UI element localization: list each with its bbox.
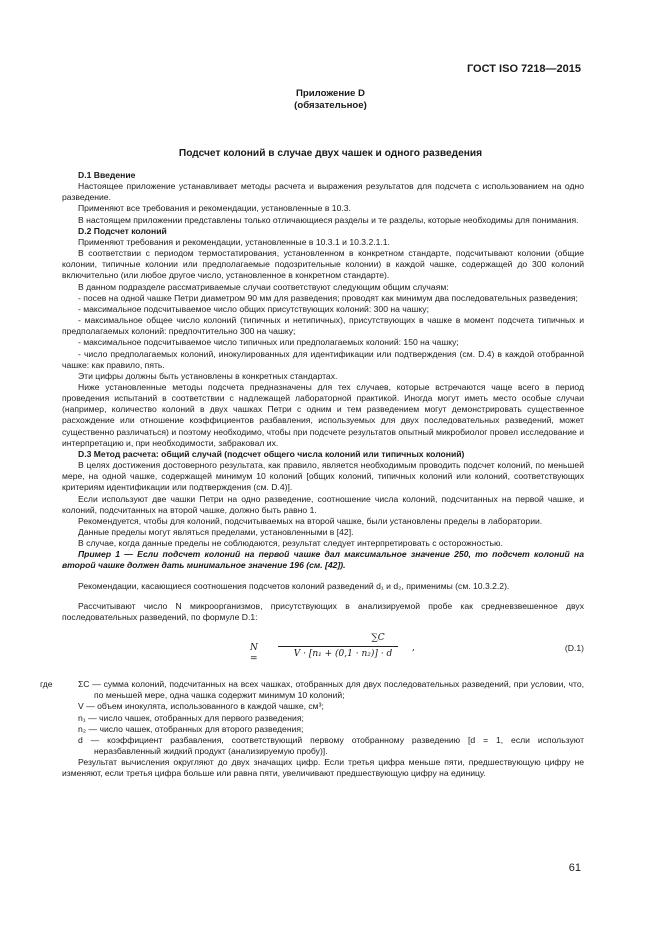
list-item: - число предполагаемых колоний, инокулированных для идентификации или подтверждения (см. D.4) в каждой отобранной чашке: как правило, пять.: [62, 348, 584, 370]
document-body: [40, 170, 584, 780]
where-item: d — коэффициент разбавления, соответствующий первому отобранному разведению [d = 1, если используют неразбавленный жидкий продукт (анализируемую пробу)].: [78, 734, 584, 757]
where-list: [40, 679, 584, 757]
paragraph: В настоящем приложении представлены только отличающиеся разделы и те разделы, которые необходимы для понимания.: [78, 214, 579, 225]
section-heading: D.3 Метод расчета: общий случай (подсчет общего числа колоний или типичных колоний): [78, 448, 465, 459]
where-item: n₂ — число чашек, отобранных для второго разведения;: [78, 723, 304, 734]
formula-numerator: ∑C: [371, 633, 385, 644]
formula-trailing: ,: [412, 643, 415, 654]
formula-denominator: V · [n₁ + (0,1 · n₂)] · d: [293, 649, 393, 660]
paragraph: Рекомендуется, чтобы для колоний, подсчитываемых на второй чашке, были установлены пределы в лаборатории.: [78, 515, 543, 526]
fraction-bar: [278, 646, 398, 647]
where-item: V — объем инокулята, использованного в каждой чашке, см³;: [78, 701, 324, 712]
paragraph: Применяют все требования и рекомендации, установленные в 10.3.: [78, 203, 351, 214]
paragraph: Применяют требования и рекомендации, установленные в 10.3.1 и 10.3.2.1.1.: [78, 236, 390, 247]
list-item: - посев на одной чашке Петри диаметром 90 мм для разведения; проводят как минимум два последовательных разведения;: [78, 292, 578, 303]
paragraph: В данном подразделе рассматриваемые случаи соответствуют следующим общим случаям:: [78, 281, 449, 292]
paragraph: Рассчитывают число N микроорганизмов, присутствующих в анализируемой пробе как средневзвешенное двух последовательных разведений, по формуле D.1:: [62, 600, 584, 622]
paragraph: В случае, когда данные пределы не соблюдаются, результат следует интерпретировать с осторожностью.: [78, 538, 503, 549]
paragraph: Настоящее приложение устанавливает методы расчета и выражения результатов для подсчета с использованием на одно разведение.: [62, 181, 584, 203]
example-paragraph: Пример 1 — Если подсчет колоний на первой чашке дал максимальное значение 250, то подсчет колоний на второй чашке должен дать минимальное значение 196 (см. [42]).: [62, 549, 584, 571]
section-title: Подсчет колоний в случае двух чашек и одного разведения: [178, 148, 483, 159]
list-item: - максимальное подсчитываемое число типичных или предполагаемых колоний: 150 на чашку;: [78, 337, 459, 348]
appendix-title: Приложение D: [296, 88, 365, 99]
formula-d1: [62, 631, 584, 671]
section-heading: D.2 Подсчет колоний: [78, 225, 167, 236]
standard-header: ГОСТ ISO 7218—2015: [466, 63, 581, 75]
section-heading: D.1 Введение: [78, 170, 136, 180]
page-number: 61: [568, 862, 581, 874]
formula-number: (D.1): [564, 643, 584, 654]
formula-lhs: N =: [250, 643, 258, 665]
where-item: n₁ — число чашек, отобранных для первого разведения;: [78, 712, 304, 723]
paragraph: В соответствии с периодом термостатирования, установленном в конкретном стандарте, подсчитывают колонии (общие колонии, типичные колонии или предполагаемые подозрительные колонии) в каждой чашке, содержащей до 300 колоний включительно (или любое другое число, установленное в конкретном стандарте).: [62, 248, 584, 281]
where-item: ΣC — сумма колоний, подсчитанных на всех чашках, отобранных для двух последовательных разведений, при условии, что, по меньшей мере, одна чашка содержит минимум 10 колоний;: [78, 679, 584, 701]
appendix-status: (обязательное): [294, 100, 367, 111]
paragraph: Рекомендации, касающиеся соотношения подсчетов колоний разведений d₁ и d₂, применимы (см. 10.3.2.2).: [78, 580, 510, 591]
list-item: - максимальное общее число колоний (типичных и нетипичных), присутствующих в чашке в момент подсчета типичных и предполагаемых колоний: предпочтительно 300 на чашку;: [62, 315, 584, 337]
paragraph: Данные пределы могут являться пределами, установленными в [42].: [78, 527, 354, 537]
paragraph: В целях достижения достоверного результата, как правило, является необходимым проводить подсчет колоний, по меньшей мере, на одной чашке, содержащей минимум 10 колоний [общих колоний, типичных колоний или колоний, соответствующих критериям идентификации или подтверждения (см. D.4)].: [62, 460, 584, 493]
where-label: где: [40, 679, 53, 690]
list-item: - максимальное подсчитываемое число общих присутствующих колоний: 300 на чашку;: [78, 303, 429, 314]
paragraph: Эти цифры должны быть установлены в конкретных стандартах.: [78, 370, 338, 381]
paragraph: Если используют две чашки Петри на одно разведение, соотношение числа колоний, подсчитанных на первой чашке, и колоний, подсчитанных на второй чашке, должно быть равно 1.: [62, 493, 584, 515]
paragraph: Ниже установленные методы подсчета предназначены для тех случаев, которые встречаются чаще всего в период проведения испытаний в соответствии с надлежащей лабораторной практикой. Иногда могут иметь место особые случаи (например, количество колоний в двух чашках Петри с одним и тем разведением могут демонстрировать существенное расхождение или отношение коэффициентов разбавления, используемых для двух последовательных разведений, может существенно различаться) и поэтому необходимо, чтобы при подсчете результатов опытный микробиолог провел исследование и интерпретацию и, при необходимости, забраковал их.: [62, 381, 584, 448]
closing-paragraph: Результат вычисления округляют до двух значащих цифр. Если третья цифра меньше пяти, предшествующую цифру не изменяют, если третья цифра больше или равна пяти, увеличивают предшествующую цифру на единицу.: [62, 757, 584, 779]
